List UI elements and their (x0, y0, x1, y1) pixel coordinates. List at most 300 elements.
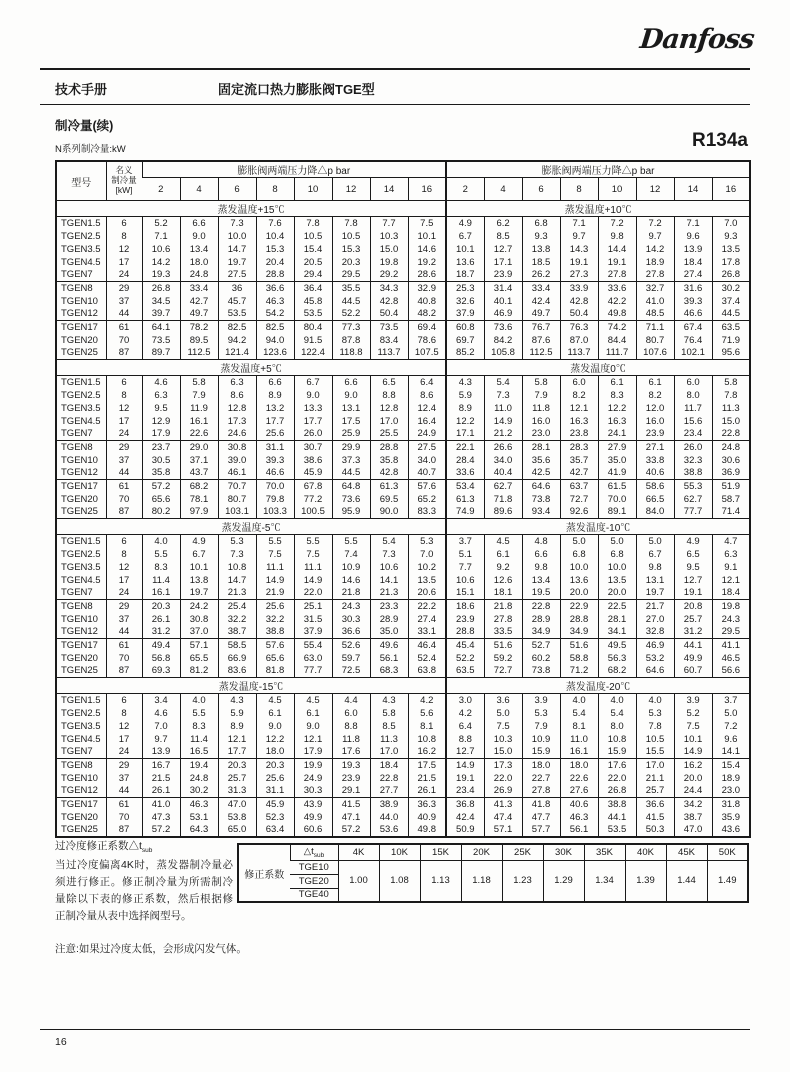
value-cell: 23.3 (370, 600, 408, 613)
value-cell: 28.1 (522, 441, 560, 454)
correction-paragraph (55, 838, 233, 925)
value-cell: 24.6 (218, 428, 256, 441)
value-cell: 5.8 (180, 376, 218, 389)
value-cell: 37.3 (332, 454, 370, 467)
value-cell: 8.8 (332, 720, 370, 733)
value-cell: 11.1 (256, 561, 294, 574)
value-cell: 28.8 (446, 626, 484, 639)
value-cell: 15.1 (446, 587, 484, 600)
value-cell: 34.5 (142, 295, 180, 308)
subcooling-delta-header: $\triangle t_{sub}$ (290, 844, 338, 860)
value-cell: 78.2 (180, 321, 218, 334)
value-cell: 50.4 (370, 308, 408, 321)
table-row (56, 376, 750, 389)
value-cell: 23.9 (332, 772, 370, 785)
value-cell: 17.7 (218, 746, 256, 759)
value-cell: 9.8 (636, 561, 674, 574)
value-cell: 14.9 (484, 415, 522, 428)
value-cell: 6.3 (712, 548, 750, 561)
value-cell: 25.6 (256, 772, 294, 785)
value-cell: 5.6 (408, 707, 446, 720)
value-cell: 14.7 (218, 243, 256, 256)
danfoss-logo: Danfoss (638, 24, 756, 55)
value-cell: 4.3 (370, 694, 408, 707)
value-cell: 19.1 (446, 772, 484, 785)
value-cell: 121.4 (218, 347, 256, 360)
value-cell: 73.5 (142, 334, 180, 347)
value-cell: 22.8 (522, 600, 560, 613)
capacity-cell: 61 (106, 639, 142, 652)
capacity-cell: 61 (106, 321, 142, 334)
value-cell: 9.5 (142, 402, 180, 415)
value-cell: 4.6 (142, 707, 180, 720)
evaporating-temp-left: 蒸发温度+5℃ (56, 360, 446, 376)
value-cell: 22.6 (560, 772, 598, 785)
value-cell: 87.8 (332, 334, 370, 347)
model-cell: TGEN2.5 (61, 389, 101, 401)
value-cell: 15.3 (332, 243, 370, 256)
value-cell: 17.1 (446, 428, 484, 441)
value-cell: 8.8 (370, 389, 408, 402)
value-cell: 31.3 (218, 785, 256, 798)
capacity-cell: 12 (106, 243, 142, 256)
value-cell: 57.7 (522, 824, 560, 837)
value-cell: 12.8 (370, 402, 408, 415)
table-row (56, 652, 750, 665)
value-cell: 11.0 (484, 402, 522, 415)
model-cell: TGEN25 (61, 665, 98, 677)
value-cell: 21.3 (218, 587, 256, 600)
capacity-cell: 17 (106, 256, 142, 269)
value-cell: 35.8 (142, 467, 180, 480)
pressure-col-header: 10 (598, 178, 636, 201)
value-cell: 18.7 (446, 269, 484, 282)
value-cell: 38.8 (598, 798, 636, 811)
value-cell: 6.3 (142, 389, 180, 402)
value-cell: 20.3 (256, 759, 294, 772)
value-cell: 38.9 (370, 798, 408, 811)
model-cell: TGEN7 (61, 428, 93, 440)
table-row (56, 506, 750, 519)
value-cell: 69.4 (408, 321, 446, 334)
value-cell: 29.4 (294, 269, 332, 282)
value-cell: 95.6 (712, 347, 750, 360)
value-cell: 24.2 (180, 600, 218, 613)
value-cell: 41.3 (484, 798, 522, 811)
value-cell: 22.6 (180, 428, 218, 441)
value-cell: 53.8 (218, 811, 256, 824)
value-cell: 46.9 (636, 639, 674, 652)
capacity-column-header: 名义 制冷量 [kW] (106, 161, 142, 201)
value-cell: 5.4 (370, 535, 408, 548)
value-cell: 60.8 (446, 321, 484, 334)
value-cell: 29.5 (332, 269, 370, 282)
value-cell: 22.0 (598, 772, 636, 785)
value-cell: 61.3 (370, 480, 408, 493)
value-cell: 5.2 (674, 707, 712, 720)
value-cell: 6.1 (636, 376, 674, 389)
value-cell: 7.8 (332, 217, 370, 230)
model-cell: TGEN12 (61, 785, 98, 797)
series-subtitle: N系列制冷量:kW (55, 144, 126, 155)
value-cell: 15.6 (674, 415, 712, 428)
value-cell: 26.1 (408, 785, 446, 798)
value-cell: 6.8 (560, 548, 598, 561)
value-cell: 13.8 (180, 574, 218, 587)
model-cell: TGEN2.5 (61, 230, 101, 242)
capacity-table (55, 160, 751, 838)
table-row (56, 321, 750, 334)
value-cell: 10.8 (408, 733, 446, 746)
value-cell: 56.3 (598, 652, 636, 665)
value-cell: 9.7 (636, 230, 674, 243)
capacity-cell: 17 (106, 574, 142, 587)
capacity-cell: 29 (106, 441, 142, 454)
value-cell: 16.1 (560, 746, 598, 759)
pressure-col-header: 2 (158, 183, 164, 195)
value-cell: 12.8 (218, 402, 256, 415)
value-cell: 27.7 (370, 785, 408, 798)
value-cell: 22.1 (446, 441, 484, 454)
model-cell: TGEN10 (61, 613, 98, 625)
section-title: 制冷量(续) (55, 119, 114, 133)
value-cell: 24.8 (180, 772, 218, 785)
value-cell: 113.7 (560, 347, 598, 360)
value-cell: 42.4 (446, 811, 484, 824)
value-cell: 4.9 (674, 535, 712, 548)
value-cell: 35.7 (560, 454, 598, 467)
value-cell: 7.8 (712, 389, 750, 402)
model-cell: TGEN8 (56, 282, 106, 295)
value-cell: 72.7 (560, 493, 598, 506)
table-row (56, 480, 750, 493)
value-cell: 18.0 (522, 759, 560, 772)
value-cell: 28.3 (560, 441, 598, 454)
value-cell: 12.9 (142, 415, 180, 428)
model-cell: TGEN4.5 (61, 733, 101, 745)
value-cell: 80.7 (636, 334, 674, 347)
value-cell: 53.1 (180, 811, 218, 824)
value-cell: 50.9 (446, 824, 484, 837)
model-cell: TGEN7 (61, 269, 93, 281)
model-cell: TGEN17 (56, 321, 106, 334)
evaporating-temp-left: 蒸发温度+15℃ (56, 201, 446, 217)
value-cell: 14.9 (446, 759, 484, 772)
value-cell: 5.5 (142, 548, 180, 561)
value-cell: 41.5 (332, 798, 370, 811)
evaporating-temp-row (56, 201, 750, 217)
subcooling-col-header: 4K (338, 844, 379, 860)
value-cell: 19.4 (180, 759, 218, 772)
value-cell: 6.1 (256, 707, 294, 720)
value-cell: 37.1 (180, 454, 218, 467)
value-cell: 83.4 (370, 334, 408, 347)
capacity-cell: 70 (106, 652, 142, 665)
value-cell: 68.2 (598, 665, 636, 678)
value-cell: 29.2 (370, 269, 408, 282)
value-cell: 19.7 (218, 256, 256, 269)
correction-value-cell: 1.44 (666, 860, 707, 902)
value-cell: 4.0 (636, 694, 674, 707)
value-cell: 68.2 (180, 480, 218, 493)
value-cell: 27.4 (408, 613, 446, 626)
value-cell: 53.5 (218, 308, 256, 321)
value-cell: 16.0 (636, 415, 674, 428)
value-cell: 12.0 (636, 402, 674, 415)
value-cell: 23.4 (446, 785, 484, 798)
value-cell: 4.3 (218, 694, 256, 707)
value-cell: 17.8 (712, 256, 750, 269)
value-cell: 30.7 (294, 441, 332, 454)
value-cell: 65.6 (256, 652, 294, 665)
value-cell: 27.4 (674, 269, 712, 282)
value-cell: 20.6 (408, 587, 446, 600)
value-cell: 26.1 (142, 785, 180, 798)
table-row (56, 548, 750, 561)
value-cell: 77.3 (332, 321, 370, 334)
model-cell: TGEN3.5 (61, 720, 101, 732)
value-cell: 26.6 (484, 441, 522, 454)
value-cell: 27.6 (560, 785, 598, 798)
table-row (56, 535, 750, 548)
value-cell: 11.8 (332, 733, 370, 746)
value-cell: 89.6 (484, 506, 522, 519)
value-cell: 65.2 (408, 493, 446, 506)
value-cell: 7.5 (484, 720, 522, 733)
value-cell: 60.7 (674, 665, 712, 678)
value-cell: 6.6 (332, 376, 370, 389)
subcooling-col-header: 20K (461, 844, 502, 860)
value-cell: 21.2 (484, 428, 522, 441)
capacity-cell: 8 (106, 707, 142, 720)
value-cell: 16.1 (180, 415, 218, 428)
value-cell: 28.6 (408, 269, 446, 282)
capacity-cell: 70 (106, 493, 142, 506)
value-cell: 49.7 (180, 308, 218, 321)
value-cell: 11.3 (712, 402, 750, 415)
value-cell: 5.0 (712, 707, 750, 720)
table-row (56, 746, 750, 759)
value-cell: 5.8 (712, 376, 750, 389)
value-cell: 22.2 (408, 600, 446, 613)
value-cell: 6.7 (636, 548, 674, 561)
value-cell: 57.2 (142, 480, 180, 493)
value-cell: 118.8 (332, 347, 370, 360)
model-cell: TGEN20 (61, 652, 98, 664)
value-cell: 72.5 (332, 665, 370, 678)
table-row (56, 707, 750, 720)
value-cell: 74.9 (446, 506, 484, 519)
value-cell: 77.7 (674, 506, 712, 519)
value-cell: 9.7 (142, 733, 180, 746)
value-cell: 17.9 (294, 746, 332, 759)
value-cell: 4.6 (142, 376, 180, 389)
value-cell: 56.6 (712, 665, 750, 678)
table-row (56, 230, 750, 243)
value-cell: 39.0 (218, 454, 256, 467)
correction-table (237, 843, 749, 903)
value-cell: 6.7 (446, 230, 484, 243)
value-cell: 37.9 (294, 626, 332, 639)
value-cell: 26.8 (142, 282, 180, 295)
capacity-cell: 37 (106, 613, 142, 626)
value-cell: 8.9 (256, 389, 294, 402)
value-cell: 122.4 (294, 347, 332, 360)
value-cell: 103.1 (218, 506, 256, 519)
value-cell: 5.3 (408, 535, 446, 548)
value-cell: 38.7 (674, 811, 712, 824)
value-cell: 19.9 (294, 759, 332, 772)
value-cell: 9.6 (712, 733, 750, 746)
value-cell: 8.6 (218, 389, 256, 402)
value-cell: 24.1 (598, 428, 636, 441)
value-cell: 61.3 (446, 493, 484, 506)
value-cell: 14.2 (142, 256, 180, 269)
value-cell: 4.8 (522, 535, 560, 548)
value-cell: 16.1 (142, 587, 180, 600)
value-cell: 54.2 (256, 308, 294, 321)
value-cell: 47.0 (674, 824, 712, 837)
value-cell: 10.5 (332, 230, 370, 243)
value-cell: 30.5 (142, 454, 180, 467)
value-cell: 32.7 (636, 282, 674, 295)
correction-paragraph-body: 当过冷度偏离4K时，蒸发器制冷量必须进行修正。修正制冷量为所需制冷量除以下表的修正系数，然后根据修正制冷量从表中选择阀型号。 (55, 858, 233, 922)
value-cell: 19.1 (560, 256, 598, 269)
value-cell: 27.8 (522, 785, 560, 798)
value-cell: 68.3 (370, 665, 408, 678)
value-cell: 81.2 (180, 665, 218, 678)
value-cell: 13.5 (712, 243, 750, 256)
value-cell: 27.5 (408, 441, 446, 454)
value-cell: 27.9 (598, 441, 636, 454)
value-cell: 57.1 (484, 824, 522, 837)
value-cell: 8.3 (180, 720, 218, 733)
value-cell: 15.0 (484, 746, 522, 759)
value-cell: 3.0 (446, 694, 484, 707)
value-cell: 15.4 (712, 759, 750, 772)
value-cell: 9.0 (294, 389, 332, 402)
value-cell: 28.8 (370, 441, 408, 454)
value-cell: 82.5 (256, 321, 294, 334)
model-cell: TGEN4.5 (61, 256, 101, 268)
table-row (56, 574, 750, 587)
value-cell: 41.1 (712, 639, 750, 652)
subcooling-col-header: 10K (379, 844, 420, 860)
value-cell: 29.1 (332, 785, 370, 798)
pressure-col-header: 6 (218, 178, 256, 201)
value-cell: 6.4 (408, 376, 446, 389)
model-cell: TGEN17 (56, 798, 106, 811)
value-cell: 7.1 (142, 230, 180, 243)
value-cell: 11.8 (522, 402, 560, 415)
value-cell: 6.0 (332, 707, 370, 720)
value-cell: 52.2 (446, 652, 484, 665)
table-row (56, 282, 750, 295)
value-cell: 52.4 (408, 652, 446, 665)
manual-title: 技术手册 (55, 82, 108, 97)
value-cell: 17.1 (484, 256, 522, 269)
value-cell: 7.2 (598, 217, 636, 230)
value-cell: 90.0 (370, 506, 408, 519)
model-cell: TGEN7 (61, 746, 93, 758)
value-cell: 5.3 (522, 707, 560, 720)
value-cell: 24.8 (180, 269, 218, 282)
value-cell: 8.9 (446, 402, 484, 415)
value-cell: 10.1 (446, 243, 484, 256)
value-cell: 100.5 (294, 506, 332, 519)
value-cell: 64.3 (180, 824, 218, 837)
value-cell: 7.3 (218, 217, 256, 230)
value-cell: 60.2 (522, 652, 560, 665)
value-cell: 10.6 (446, 574, 484, 587)
capacity-cell: 24 (106, 428, 142, 441)
table-row (56, 308, 750, 321)
value-cell: 7.0 (408, 548, 446, 561)
value-cell: 13.5 (598, 574, 636, 587)
value-cell: 13.2 (256, 402, 294, 415)
value-cell: 31.2 (674, 626, 712, 639)
value-cell: 19.2 (408, 256, 446, 269)
value-cell: 6.1 (294, 707, 332, 720)
model-cell: TGEN4.5 (61, 415, 101, 427)
table-row (56, 824, 750, 837)
value-cell: 45.8 (294, 295, 332, 308)
value-cell: 5.0 (636, 535, 674, 548)
value-cell: 28.1 (598, 613, 636, 626)
value-cell: 39.3 (674, 295, 712, 308)
value-cell: 12.7 (484, 243, 522, 256)
value-cell: 18.4 (370, 759, 408, 772)
value-cell: 53.2 (636, 652, 674, 665)
table-row (56, 467, 750, 480)
value-cell: 92.6 (560, 506, 598, 519)
value-cell: 6.2 (484, 217, 522, 230)
value-cell: 87.0 (560, 334, 598, 347)
value-cell: 35.6 (522, 454, 560, 467)
value-cell: 11.7 (674, 402, 712, 415)
value-cell: 46.4 (408, 639, 446, 652)
value-cell: 60.6 (294, 824, 332, 837)
value-cell: 49.7 (522, 308, 560, 321)
capacity-cell: 8 (106, 230, 142, 243)
value-cell: 51.6 (560, 639, 598, 652)
value-cell: 6.5 (674, 548, 712, 561)
value-cell: 9.0 (332, 389, 370, 402)
value-cell: 33.8 (636, 454, 674, 467)
value-cell: 6.6 (180, 217, 218, 230)
value-cell: 7.2 (636, 217, 674, 230)
value-cell: 10.1 (180, 561, 218, 574)
value-cell: 25.9 (332, 428, 370, 441)
value-cell: 95.9 (332, 506, 370, 519)
value-cell: 26.8 (598, 785, 636, 798)
value-cell: 26.2 (522, 269, 560, 282)
value-cell: 52.3 (256, 811, 294, 824)
value-cell: 13.9 (674, 243, 712, 256)
value-cell: 24.9 (408, 428, 446, 441)
value-cell: 76.7 (522, 321, 560, 334)
value-cell: 30.2 (712, 282, 750, 295)
value-cell: 7.7 (370, 217, 408, 230)
capacity-cell: 12 (106, 402, 142, 415)
table-row (56, 334, 750, 347)
value-cell: 23.7 (142, 441, 180, 454)
value-cell: 30.8 (180, 613, 218, 626)
value-cell: 23.9 (484, 269, 522, 282)
value-cell: 40.4 (484, 467, 522, 480)
value-cell: 11.4 (180, 733, 218, 746)
value-cell: 9.3 (522, 230, 560, 243)
